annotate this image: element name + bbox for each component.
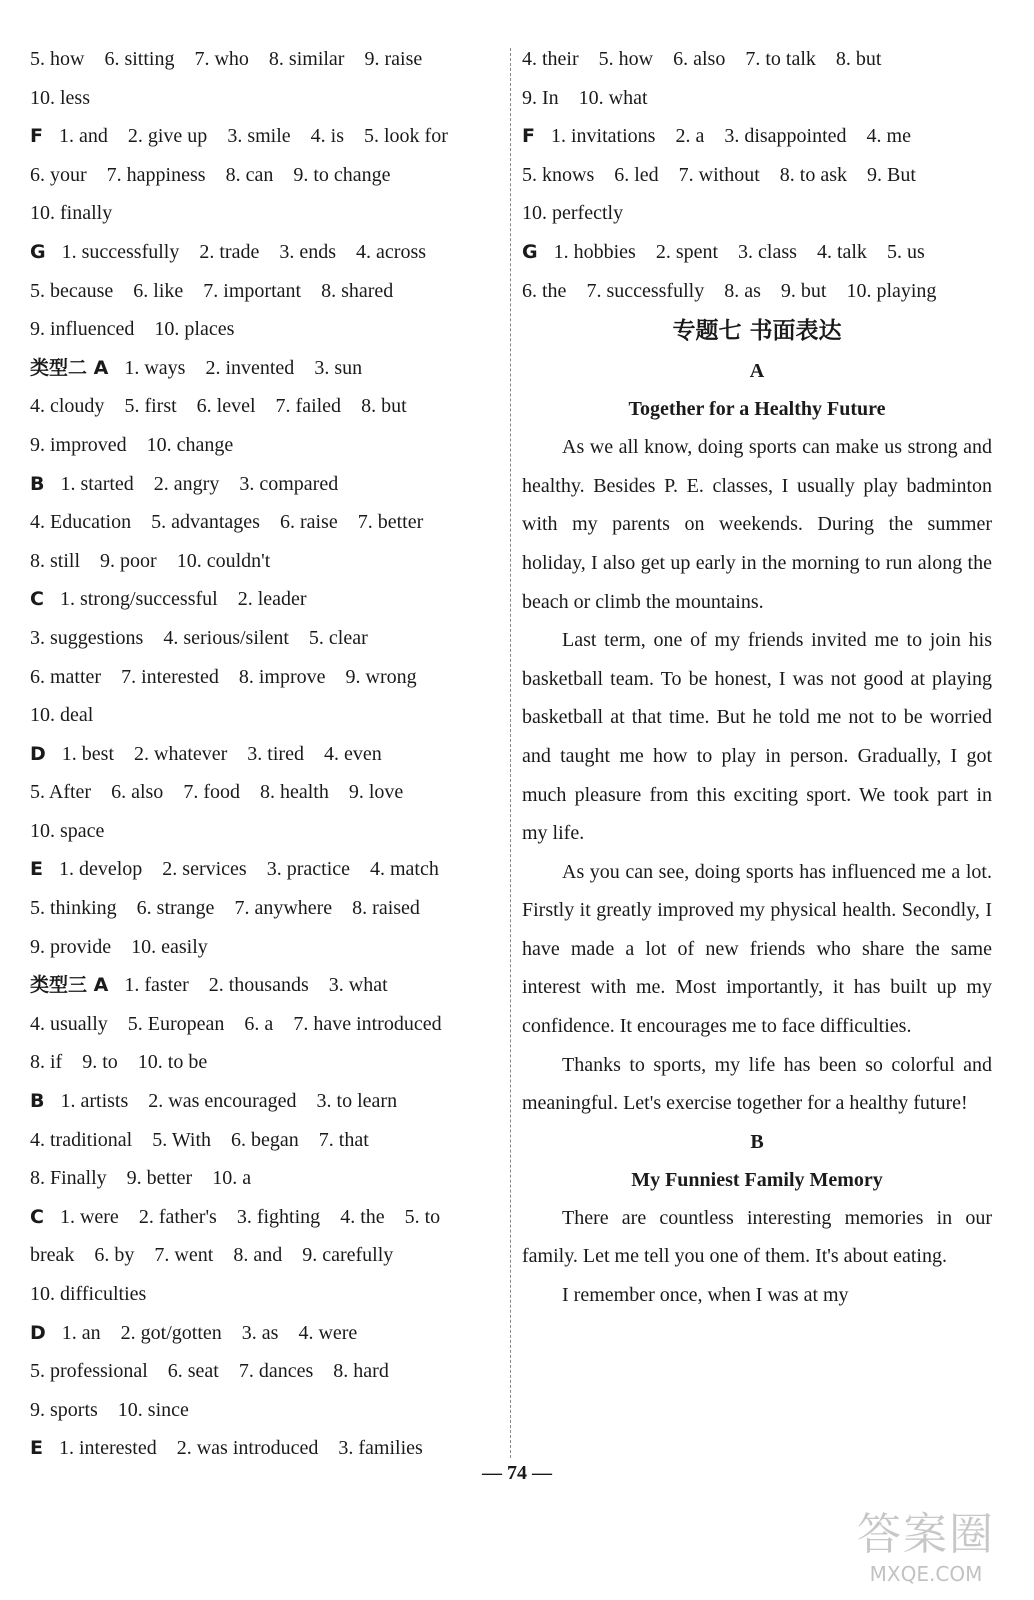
answer-item: 6. your [30,163,87,186]
group-label: C [30,1205,44,1228]
answer-item: 2. angry [153,472,220,495]
answer-item: 7. without [678,163,760,186]
answer-item: 2. father's [138,1205,217,1228]
answer-item: 2. spent [655,240,719,263]
group-label: E [30,1437,43,1460]
essay-a-paragraph: As we all know, doing sports can make us strong and healthy. Besides P. E. classes, I usually play badminton with my parents on weekends. During the summer holiday, I also get up early in the morning to run along the beach or climb the mountains. [522,436,992,613]
answer-line [30,696,500,735]
answer-line [30,387,500,426]
answer-item: 2. leader [237,588,307,611]
answer-item: 3. disappointed [724,125,847,148]
answer-item: 7. to talk [745,48,816,70]
answer-item: 8. Finally [30,1167,107,1190]
group-label: D [30,742,46,765]
answer-line [30,194,500,233]
answer-item: 7. happiness [106,163,206,186]
answer-item: 3. sun [314,356,363,379]
answer-item: 3. as [241,1321,279,1344]
answer-item: 8. shared [321,279,394,302]
answer-item: 6. like [133,279,184,302]
answer-item: 1. hobbies [553,240,636,263]
essay-b-paragraph: There are countless interesting memories in our family. Let me tell you one of them. It's about eating. [522,1206,992,1268]
answer-item: 8. similar [268,48,345,70]
essay-a-letter: A [749,360,765,383]
answer-item: 9. poor [100,549,157,572]
group-label: C [30,588,44,611]
answer-item: 10. places [154,318,235,341]
answer-item: 9. carefully [302,1244,394,1267]
answer-item: 1. strong/successful [59,588,218,611]
answer-item: 9. to [82,1051,118,1074]
answer-line [30,658,500,697]
answer-item: 4. the [340,1205,385,1228]
answer-item: 8. still [30,549,81,572]
answer-line [522,272,992,311]
answer-item: 6. strange [136,897,215,920]
essay-a-title: Together for a Healthy Future [628,398,886,421]
answer-item: 5. European [127,1012,225,1035]
answer-item: 5. look for [364,125,448,148]
answer-item: 8. hard [333,1360,389,1383]
answer-item: 8. can [225,163,274,186]
answer-item: 9. wrong [345,665,417,688]
answer-item: 1. develop [58,858,143,881]
answer-item: 5. first [124,395,177,418]
answer-item: 10. perfectly [522,202,624,225]
answer-item: 2. was introduced [176,1437,319,1460]
answer-line [30,812,500,851]
answer-line [30,426,500,465]
answer-item: 3. tired [247,742,304,765]
answer-item: 6. also [111,781,164,804]
answer-item: 10. less [30,86,90,109]
group-label: F [522,125,535,148]
group-label: G [522,240,538,263]
answer-item: 3. practice [266,858,350,881]
answer-item: 7. successfully [586,279,705,302]
answer-line [30,465,500,504]
answer-line [30,503,500,542]
answer-item: 1. interested [58,1437,157,1460]
answer-item: 9. improved [30,433,127,456]
group-label: 类型三 A [30,974,109,997]
group-label: E [30,858,43,881]
page-number: — 74 — [482,1462,552,1484]
answer-item: break [30,1244,75,1267]
answer-line [30,1198,500,1237]
answer-item: 7. went [154,1244,214,1267]
answer-item: 7. dances [238,1360,314,1383]
answer-item: 9. In [522,86,559,109]
answer-line [30,156,500,195]
answer-item: 10. since [117,1398,189,1421]
answer-item: 9. but [780,279,827,302]
answer-item: 3. what [328,974,388,997]
essay-a-paragraph: As you can see, doing sports has influenced me a lot. Firstly it greatly improved my physical health. Secondly, I have made a lot of new friends who share the same interest with me. Most importantly, it has built up my confidence. It encourages me to face difficulties. [522,860,992,1038]
answer-line [30,310,500,349]
answer-item: 2. a [675,125,705,148]
answer-line [30,233,500,272]
answer-item: 4. match [370,858,439,881]
answer-item: 10. a [212,1167,252,1190]
answer-item: 4. cloudy [30,395,105,418]
answer-item: 4. Education [30,511,132,534]
answer-item: 4. traditional [30,1128,133,1151]
answer-line [30,1043,500,1082]
answer-item: 6. by [94,1244,135,1267]
answer-item: 9. But [867,163,916,186]
answer-line [30,966,500,1005]
answer-item: 10. finally [30,202,113,225]
answer-item: 7. better [357,511,424,534]
answer-item: 4. talk [816,240,867,263]
answer-item: 8. but [361,395,407,418]
answer-item: 3. smile [227,125,291,148]
answer-item: 6. a [244,1012,274,1035]
answer-line [30,1159,500,1198]
answer-item: 8. if [30,1051,63,1074]
answer-line [30,1082,500,1121]
answer-line [30,349,500,388]
answer-item: 6. led [614,163,659,186]
answer-line [30,117,500,156]
answer-line [30,1391,500,1430]
answer-item: 5. advantages [151,511,260,534]
group-label: 类型二 A [30,356,109,379]
essay-b-letter: B [750,1130,764,1153]
answer-item: 9. better [126,1167,193,1190]
column-divider [510,48,511,1458]
answer-item: 6. seat [167,1360,219,1383]
answer-item: 1. and [58,125,108,148]
answer-item: 9. influenced [30,318,135,341]
answer-line [30,850,500,889]
answer-item: 1. artists [60,1090,129,1113]
answer-item: 8. to ask [779,163,848,186]
answer-line [30,1275,500,1314]
group-label: D [30,1321,46,1344]
answer-line [30,889,500,928]
answer-item: 10. easily [131,935,208,958]
answer-line [30,272,500,311]
answer-item: 4. usually [30,1012,108,1035]
answer-line [30,1352,500,1391]
answer-line [522,233,992,272]
answer-item: 1. successfully [61,240,180,263]
right-answer-lines [522,40,992,310]
answer-item: 5. to [404,1205,441,1228]
section-title: 专题七 书面表达 [672,318,842,345]
answer-item: 4. serious/silent [163,626,289,649]
essay-b-title: My Funniest Family Memory [631,1168,883,1191]
answer-item: 8. improve [238,665,326,688]
answer-item: 7. food [183,781,240,804]
answer-item: 1. were [59,1205,119,1228]
answer-line [30,928,500,967]
answer-item: 3. fighting [236,1205,321,1228]
answer-line [30,542,500,581]
answer-line [522,79,992,118]
answer-line [30,1236,500,1275]
answer-item: 5. because [30,279,114,302]
answer-item: 10. playing [846,279,937,302]
answer-item: 5. knows [522,163,595,186]
answer-item: 2. thousands [208,974,309,997]
answer-line [30,1121,500,1160]
watermark-glyph: 答案圈 [857,1509,995,1560]
answer-item: 1. an [61,1321,101,1344]
essay-b-paragraph: I remember once, when I was at my [562,1284,849,1307]
answer-item: 4. me [866,125,911,148]
answer-item: 3. ends [279,240,337,263]
answer-item: 9. sports [30,1398,98,1421]
answer-item: 5. professional [30,1360,148,1383]
answer-item: 8. but [835,48,882,70]
watermark-url: MXQE.COM [869,1562,983,1586]
answer-item: 2. services [162,858,247,881]
answer-item: 9. to change [293,163,391,186]
answer-item: 6. began [231,1128,299,1151]
answer-item: 5. us [886,240,925,263]
answer-item: 8. as [724,279,761,302]
group-label: G [30,240,46,263]
answer-item: 6. level [196,395,256,418]
answer-item: 3. to learn [316,1090,398,1113]
answer-item: 4. their [522,48,579,70]
answer-item: 2. was encouraged [148,1090,297,1113]
essay-a-paragraph: Last term, one of my friends invited me to join his basketball team. To be honest, I was not good at playing basketball at that time. But he told me not to be worried and taught me how to play in person. Gradually, I got much pleasure from this exciting sport. We took part in my life. [522,629,992,845]
watermark-logo [846,1498,1006,1588]
answer-item: 4. is [310,125,344,148]
answer-item: 1. started [60,472,134,495]
answer-item: 2. invented [205,356,295,379]
answer-item: 6. raise [279,511,338,534]
answer-item: 5. how [30,48,85,70]
answer-item: 3. suggestions [30,626,144,649]
answer-item: 5. clear [308,626,368,649]
answer-item: 1. faster [124,974,189,997]
answer-item: 2. got/gotten [120,1321,222,1344]
answer-item: 3. families [338,1437,423,1460]
answer-item: 6. the [522,279,567,302]
answer-item: 10. deal [30,704,94,727]
answer-item: 5. how [598,48,654,70]
answer-line [522,194,992,233]
answer-item: 2. trade [199,240,260,263]
answer-item: 4. across [356,240,427,263]
right-column [522,40,992,1315]
answer-line [522,156,992,195]
answer-item: 10. difficulties [30,1283,147,1305]
answer-line [30,1314,500,1353]
answer-item: 3. compared [239,472,339,495]
answer-item: 7. failed [275,395,342,418]
answer-item: 8. health [259,781,329,804]
answer-item: 4. were [298,1321,358,1344]
answer-line [522,40,992,79]
answer-item: 7. interested [121,665,219,688]
answer-item: 2. whatever [134,742,228,765]
answer-item: 5. After [30,781,92,804]
answer-item: 2. give up [127,125,208,148]
answer-item: 10. couldn't [176,549,271,572]
answer-item: 1. invitations [550,125,656,148]
answer-item: 10. what [578,86,648,109]
answer-item: 9. love [348,781,404,804]
answer-line [30,580,500,619]
answer-item: 6. also [673,48,726,70]
answer-item: 9. provide [30,935,112,958]
answer-item: 3. class [738,240,797,263]
answer-item: 8. and [233,1244,283,1267]
answer-item: 10. change [146,433,234,456]
answer-item: 7. have introduced [293,1012,442,1035]
answer-item: 4. even [323,742,382,765]
answer-item: 6. matter [30,665,102,688]
answer-item: 8. raised [352,897,420,920]
group-label: F [30,125,43,148]
answer-item: 7. anywhere [234,897,333,920]
answer-line [522,117,992,156]
answer-line [30,1005,500,1044]
left-column [30,40,500,1468]
essay-a-paragraph: Thanks to sports, my life has been so colorful and meaningful. Let's exercise together for a healthy future! [522,1053,992,1115]
answer-line [30,40,500,79]
answer-item: 7. who [194,48,249,70]
answer-item: 10. space [30,819,105,842]
answer-item: 9. raise [364,48,423,70]
answer-item: 7. that [318,1128,369,1151]
answer-item: 7. important [203,279,302,302]
group-label: B [30,1090,45,1113]
answer-line [30,735,500,774]
answer-item: 1. best [61,742,114,765]
answer-item: 6. sitting [104,48,175,70]
group-label: B [30,472,45,495]
answer-item: 5. thinking [30,897,117,920]
answer-line [30,773,500,812]
answer-item: 5. With [152,1128,212,1151]
answer-line [30,619,500,658]
answer-item: 1. ways [124,356,186,379]
answer-line [30,79,500,118]
answer-item: 10. to be [137,1051,208,1074]
